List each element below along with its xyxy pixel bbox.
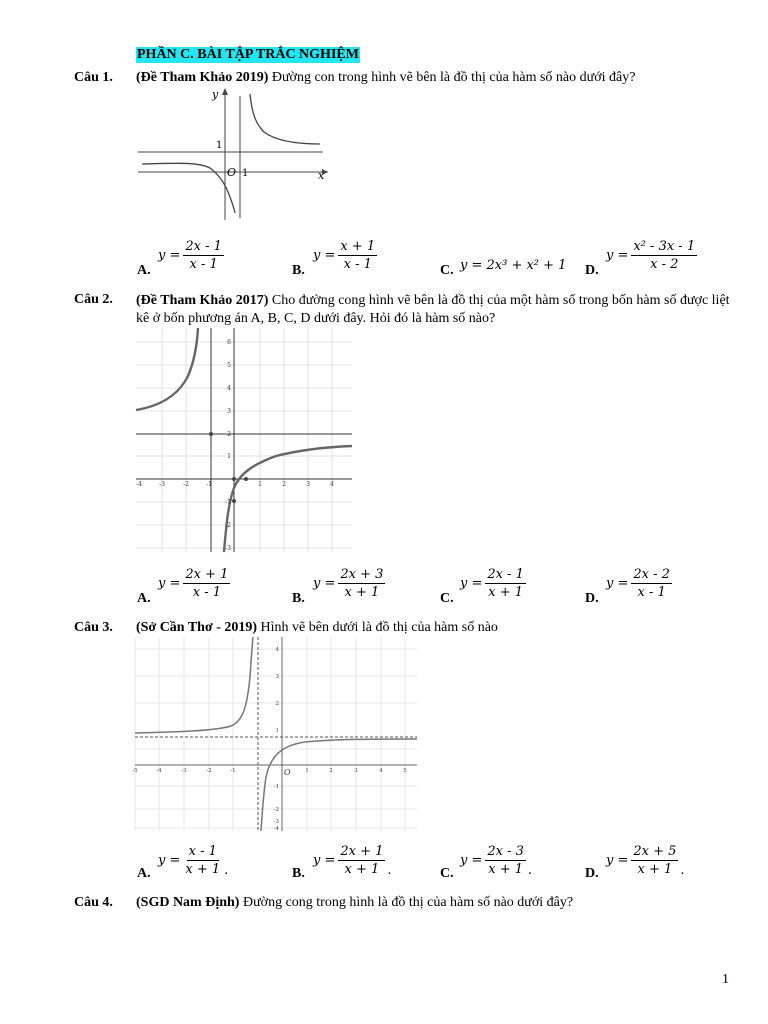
y-tick: 2: [275, 701, 279, 707]
x-tick: -3: [181, 768, 187, 774]
q1-option-d-letter[interactable]: D.: [585, 263, 599, 278]
y-tick: 1: [275, 728, 279, 734]
question-1-graph: [138, 88, 338, 223]
y-tick: 6: [227, 339, 231, 346]
q2-option-a-formula[interactable]: y = $\frac{2x + 1}{x - 1}$: [158, 567, 229, 600]
x-tick: 4: [379, 768, 383, 774]
q1-option-d-formula[interactable]: y = $\frac{\text{x² - 3x - 1}}{x - 2}$: [606, 239, 696, 272]
q3-option-d-formula[interactable]: y = $\frac{2x + 5}{x + 1}$ .: [606, 844, 685, 878]
q2-option-b-formula[interactable]: y = $\frac{2x + 3}{x + 1}$: [313, 567, 384, 600]
question-2-label: Câu 2.: [74, 292, 113, 307]
y-tick: 4: [275, 647, 279, 653]
question-1-label: Câu 1.: [74, 70, 113, 85]
question-4-text: (SGD Nam Định) Đường cong trong hình là đồ thị của hàm số nào dưới đây?: [136, 895, 574, 910]
y-tick: 3: [227, 408, 231, 415]
q2-option-a-letter[interactable]: A.: [137, 591, 151, 606]
q3-option-b-letter[interactable]: B.: [292, 866, 305, 881]
q1-option-b-formula[interactable]: y = $\frac{x + 1}{x - 1}$: [313, 239, 376, 272]
x-tick: -4: [136, 481, 142, 488]
x-tick: 2: [329, 768, 333, 774]
graph-y-label: y: [212, 88, 219, 101]
y-tick: -2: [225, 522, 231, 529]
x-tick: 5: [403, 768, 407, 774]
x-tick: 2: [282, 481, 286, 488]
y-tick: -4: [273, 826, 279, 832]
q3-option-c-letter[interactable]: C.: [440, 866, 454, 881]
question-1-text: (Đề Tham Khảo 2019) Đường con trong hình vẽ bên là đồ thị của hàm số nào dưới đây?: [136, 70, 636, 85]
question-3-label: Câu 3.: [74, 620, 113, 635]
q2-option-d-formula[interactable]: y = $\frac{2x - 2}{x - 1}$: [606, 567, 670, 600]
page-number: 1: [722, 972, 729, 987]
q1-option-a-formula[interactable]: y = $\frac{2x - 1}{x - 1}$: [158, 239, 222, 272]
q2-option-d-letter[interactable]: D.: [585, 591, 599, 606]
x-tick: -1: [230, 768, 236, 774]
y-tick: 2: [227, 431, 231, 438]
y-tick: 1: [227, 453, 231, 460]
question-3-graph: [132, 637, 417, 832]
q1-option-a-letter[interactable]: A.: [137, 263, 151, 278]
x-tick: -5: [132, 768, 138, 774]
q3-option-a-letter[interactable]: A.: [137, 866, 151, 881]
question-3-text: (Sở Cần Thơ - 2019) Hình vẽ bên dưới là đồ thị của hàm số nào: [136, 620, 498, 635]
q2-option-c-letter[interactable]: C.: [440, 591, 454, 606]
q1-option-c-formula[interactable]: y = 2x³ + x² + 1: [460, 258, 567, 273]
graph-x-label: x: [318, 169, 325, 182]
y-tick: -3: [225, 545, 231, 552]
section-title: PHẦN C. BÀI TẬP TRẮC NGHIỆM: [137, 47, 359, 62]
graph-one-x-label: 1: [242, 168, 249, 179]
q2-option-b-letter[interactable]: B.: [292, 591, 305, 606]
x-tick: -1: [206, 481, 212, 488]
x-tick: 1: [258, 481, 262, 488]
question-2-text: (Đề Tham Khảo 2017) Cho đường cong hình vẽ bên là đồ thị của một hàm số trong bốn hàm số được liệt kê ở bốn phương án A, B, C, D dưới đây. Hỏi đó là hàm số nào?: [136, 293, 730, 326]
q3-option-d-letter[interactable]: D.: [585, 866, 599, 881]
x-tick: 3: [354, 768, 358, 774]
q2-option-c-formula[interactable]: y = $\frac{2x - 1}{x + 1}$: [460, 567, 524, 600]
q3-option-a-formula[interactable]: y = $\frac{x - 1}{x + 1}$ .: [158, 844, 229, 878]
q1-option-c-letter[interactable]: C.: [440, 263, 454, 278]
graph-one-y-label: 1: [216, 140, 223, 151]
y-tick: 4: [227, 385, 231, 392]
y-tick: -3: [273, 819, 279, 825]
q3-option-b-formula[interactable]: y = $\frac{2x + 1}{x + 1}$ .: [313, 844, 392, 878]
y-tick: 5: [227, 362, 231, 369]
y-tick: 3: [275, 674, 279, 680]
x-tick: -2: [206, 768, 212, 774]
y-tick: -1: [225, 499, 231, 506]
x-tick: -3: [159, 481, 165, 488]
x-tick: -2: [183, 481, 189, 488]
x-tick: -4: [156, 768, 162, 774]
question-4-label: Câu 4.: [74, 895, 113, 910]
q3-option-c-formula[interactable]: y = $\frac{2x - 3}{x + 1}$ .: [460, 844, 533, 878]
graph-origin-label: O: [284, 768, 291, 777]
x-tick: 3: [306, 481, 310, 488]
y-tick: -1: [273, 784, 279, 790]
x-tick: 4: [330, 481, 334, 488]
y-tick: -2: [273, 807, 279, 813]
x-tick: 1: [305, 768, 309, 774]
question-2-graph: [136, 328, 352, 552]
graph-origin-label: O: [227, 166, 237, 179]
q1-option-b-letter[interactable]: B.: [292, 263, 305, 278]
